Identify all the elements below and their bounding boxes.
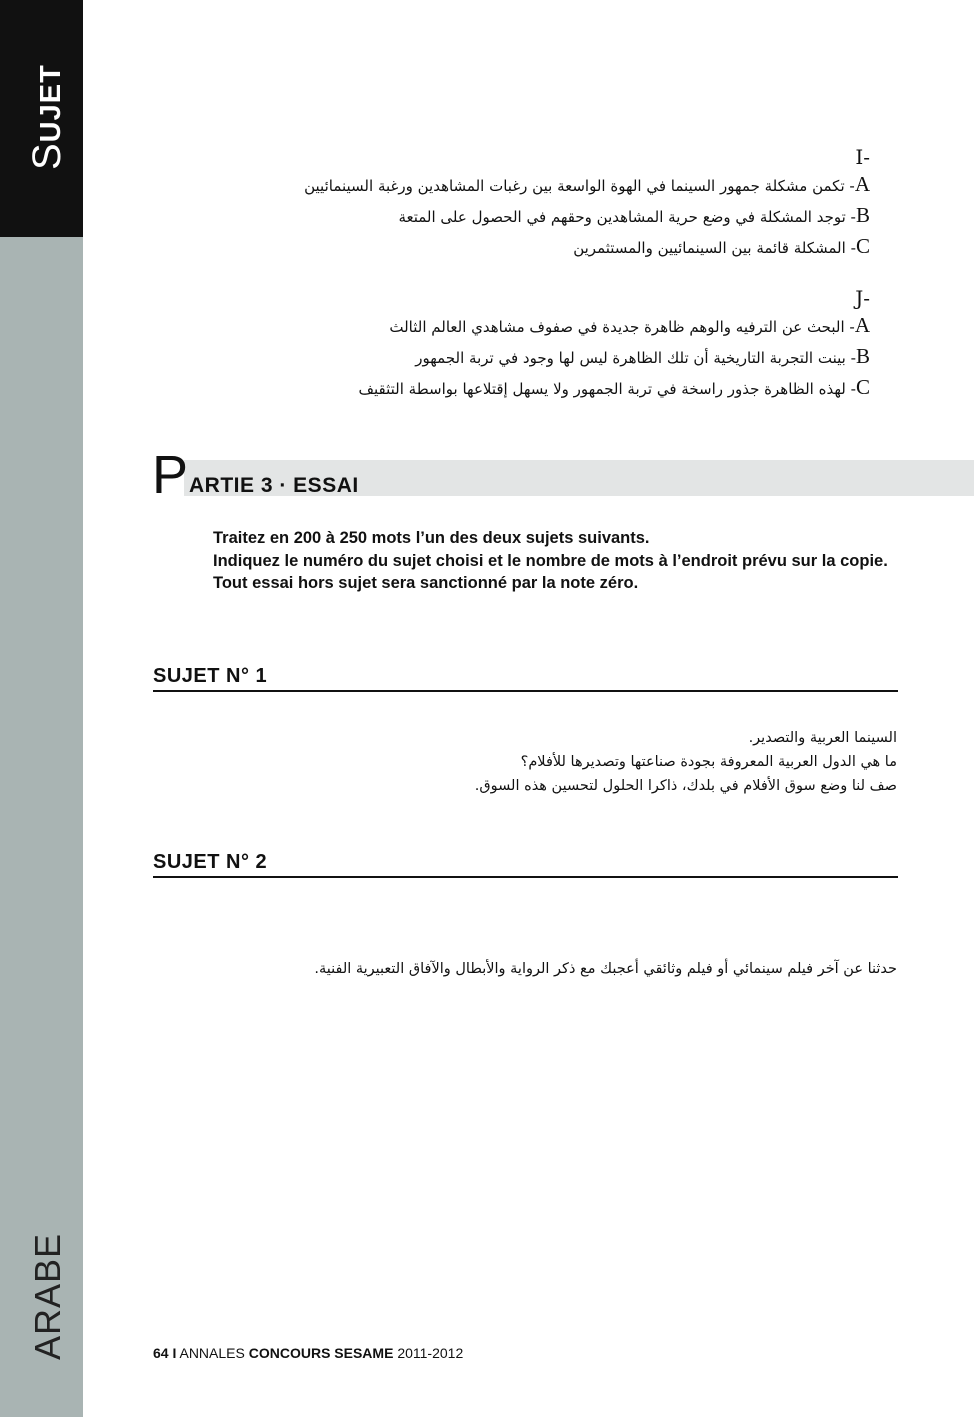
option-letter: C [855, 234, 870, 258]
option-letter: B [855, 344, 870, 368]
sujet-1-body [197, 726, 897, 798]
partie-initial: P [152, 445, 189, 505]
essay-instructions [213, 527, 903, 595]
question-i-option-a [170, 170, 870, 201]
page-footer [153, 1345, 463, 1361]
question-i-label: -I [855, 145, 870, 169]
instruction-line: Tout essai hors sujet sera sanctionné par la note zéro. [213, 574, 639, 592]
option-text: - تكمن مشكلة جمهور السينما في الهوة الواسعة بين رغبات المشاهدين ورغبة السينمائيين [304, 177, 855, 195]
option-letter: B [855, 203, 870, 227]
footer-concours: CONCOURS SESAME [248, 1345, 394, 1361]
question-j-option-b [170, 342, 870, 373]
section-rest: UJET [35, 64, 67, 143]
partie-title: ARTIE 3 · ESSAI [189, 474, 359, 497]
sidebar-section-label [25, 64, 70, 170]
sujet-1-line: ما هي الدول العربية المعروفة بجودة صناعتها وتصديرها للأفلام؟ [520, 754, 897, 770]
footer-annales: ANNALES [179, 1345, 245, 1361]
option-text: - المشكلة قائمة بين السينمائيين والمستثمرين [573, 239, 856, 257]
sujet-2-body [197, 957, 897, 981]
partie-heading [152, 445, 974, 505]
question-i-option-b [170, 201, 870, 232]
sujet-2-line: حدثنا عن آخر فيلم سينمائي أو فيلم وثائقي أعجبك مع ذكر الرواية والأبطال والآفاق التعبيرية الفنية. [314, 961, 897, 977]
option-text: - توجد المشكلة في وضع حرية المشاهدين وحقهم في الحصول على المتعة [398, 208, 856, 226]
section-initial: S [25, 142, 69, 170]
option-text: - لهذه الظاهرة جذور راسخة في تربة الجمهور ولا يسهل إقتلاعها بواسطة التثقيف [358, 380, 856, 398]
instruction-line: Indiquez le numéro du sujet choisi et le nombre de mots à l’endroit prévu sur la copie. [213, 551, 888, 570]
option-text: - بينت التجربة التاريخية أن تلك الظاهرة ليس لها وجود في تربة الجمهور [415, 349, 856, 367]
footer-separator: I [172, 1345, 177, 1361]
sidebar-language-label: ARABE [27, 1232, 68, 1360]
sujet-1-title: SUJET N° 1 [153, 665, 898, 692]
question-i [170, 144, 870, 263]
option-letter: A [854, 313, 870, 337]
option-text: - البحث عن الترفيه والوهم ظاهرة جديدة في صفوف مشاهدي العالم الثالث [389, 318, 855, 336]
sujet-1-line: صف لنا وضع سوق الأفلام في بلدك، ذاكرا الحلول لتحسين هذه السوق. [474, 778, 897, 794]
question-j [170, 285, 870, 404]
page-number: 64 [153, 1345, 169, 1361]
footer-year: 2011-2012 [397, 1345, 464, 1361]
question-j-option-c [170, 373, 870, 404]
sujet-1-line: السينما العربية والتصدير. [748, 730, 897, 746]
sujet-2-title: SUJET N° 2 [153, 851, 898, 878]
option-letter: A [854, 172, 870, 196]
question-j-label: -J [855, 286, 870, 310]
instruction-line: Traitez en 200 à 250 mots l’un des deux sujets suivants. [213, 529, 650, 547]
question-j-option-a [170, 311, 870, 342]
option-letter: C [855, 375, 870, 399]
question-i-option-c [170, 232, 870, 263]
